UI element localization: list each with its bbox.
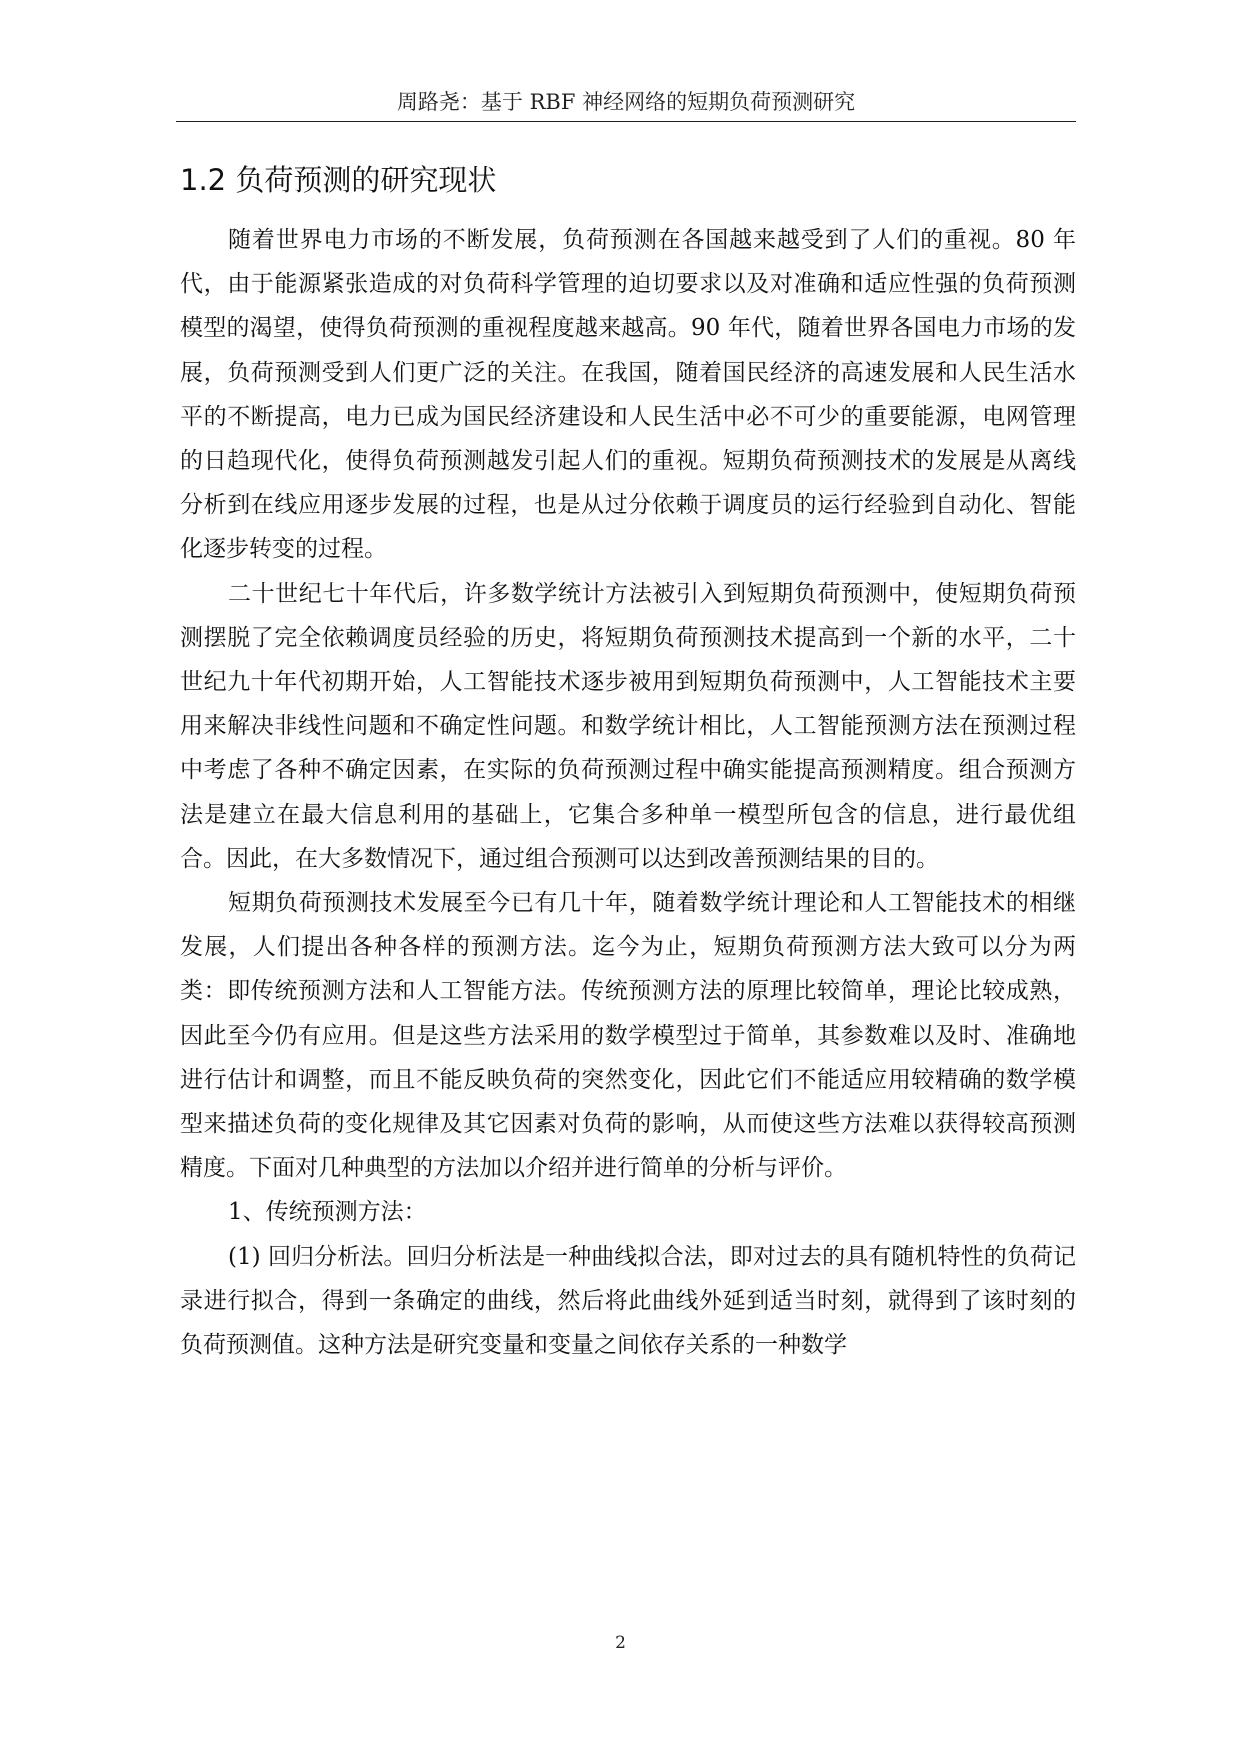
paragraph-method-classification: 短期负荷预测技术发展至今已有几十年，随着数学统计理论和人工智能技术的相继发展，人们提出各种各样的预测方法。迄今为止，短期负荷预测方法大致可以分为两类：即传统预测方法和人工智能方法。传统预测方法的原理比较简单，理论比较成熟，因此至今仍有应用。但是这些方法采用的数学模型过于简单，其参数难以及时、准确地进行估计和调整，而且不能反映负荷的突然变化，因此它们不能适应用较精确的数学模型来描述负荷的变化规律及其它因素对负荷的影响，从而使这些方法难以获得较高预测精度。下面对几种典型的方法加以介绍并进行简单的分析与评价。 [180, 890, 1076, 1182]
header-divider [176, 121, 1076, 122]
section-heading: 1.2 负荷预测的研究现状 [180, 163, 497, 197]
list-heading-traditional-methods: 1、传统预测方法： [228, 1199, 427, 1226]
running-header: 周路尧：基于 RBF 神经网络的短期负荷预测研究 [396, 90, 856, 114]
paragraph-regression-analysis: (1) 回归分析法。回归分析法是一种曲线拟合法，即对过去的具有随机特性的负荷记录进行拟合，得到一条确定的曲线，然后将此曲线外延到适当时刻，就得到了该时刻的负荷预测值。这种方法是研究变量和变量之间依存关系的一种数学 [180, 1243, 1076, 1359]
paragraph-statistical-methods: 二十世纪七十年代后，许多数学统计方法被引入到短期负荷预测中，使短期负荷预测摆脱了完全依赖调度员经验的历史，将短期负荷预测技术提高到一个新的水平，二十世纪九十年代初期开始，人工智能技术逐步被用到短期负荷预测中，人工智能技术主要用来解决非线性问题和不确定性问题。和数学统计相比，人工智能预测方法在预测过程中考虑了各种不确定因素，在实际的负荷预测过程中确实能提高预测精度。组合预测方法是建立在最大信息利用的基础上，它集合多种单一模型所包含的信息，进行最优组合。因此，在大多数情况下，通过组合预测可以达到改善预测结果的目的。 [180, 580, 1076, 872]
body-text [180, 218, 1076, 1367]
paragraph-history: 随着世界电力市场的不断发展，负荷预测在各国越来越受到了人们的重视。80 年代，由于能源紧张造成的对负荷科学管理的迫切要求以及对准确和适应性强的负荷预测模型的渴望，使得负荷预测的重视程度越来越高。90 年代，随着世界各国电力市场的发展，负荷预测受到人们更广泛的关注。在我国，随着国民经济的高速发展和人民生活水平的不断提高，电力已成为国民经济建设和人民生活中必不可少的重要能源，电网管理的日趋现代化，使得负荷预测越发引起人们的重视。短期负荷预测技术的发展是从离线分析到在线应用逐步发展的过程，也是从过分依赖于调度员的运行经验到自动化、智能化逐步转变的过程。 [180, 227, 1076, 563]
page-number: 2 [615, 1633, 626, 1653]
